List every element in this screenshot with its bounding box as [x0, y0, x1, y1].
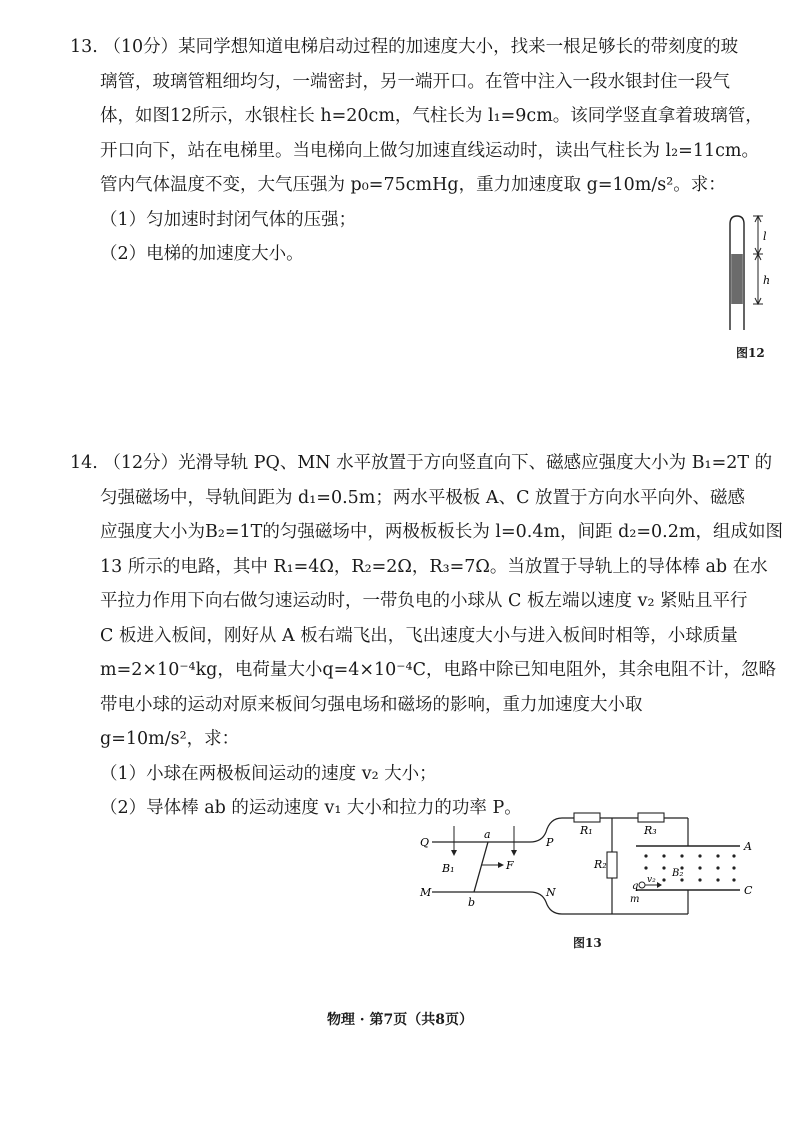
q14-subquestion-2: （2）导体棒 ab 的运动速度 v₁ 大小和拉力的功率 P。 [100, 798, 522, 818]
resistor-r1 [574, 813, 600, 822]
label-q: q [632, 881, 639, 892]
label-C: C [744, 884, 753, 897]
q14-line-6: C 板进入板间，刚好从 A 板右端飞出，飞出速度大小与进入板间时相等，小球质量 [100, 625, 738, 646]
q14-line-2: 匀强磁场中，导轨间距为 d₁=0.5m；两水平极板 A、C 放置于方向水平向外、磁感 [100, 487, 746, 508]
label-v2: v₂ [647, 875, 656, 885]
label-R1: R₁ [580, 824, 593, 837]
q14-subquestion-1: （1）小球在两极板间运动的速度 v₂ 大小； [100, 763, 437, 784]
charged-ball [639, 882, 645, 888]
figure-12-glass-tube [712, 210, 782, 340]
label-l: l [763, 230, 767, 243]
q13-line-3: 体，如图12所示，水银柱长 h=20cm，气柱长为 l₁=9cm。该同学竖直拿着玻璃管， [100, 106, 763, 126]
label-R3: R₃ [644, 824, 657, 837]
mercury-column [731, 254, 743, 304]
q14-line-7: m=2×10⁻⁴kg，电荷量大小q=4×10⁻⁴C，电路中除已知电阻外，其余电阻不计，忽略 [100, 660, 776, 680]
question-14 [70, 446, 783, 826]
figure-13-circuit [418, 810, 778, 920]
label-b: b [468, 896, 476, 909]
q13-subquestion-2: （2）电梯的加速度大小。 [100, 244, 304, 264]
label-m: m [630, 894, 640, 905]
q14-line-4: 13 所示的电路，其中 R₁=4Ω，R₂=2Ω，R₃=7Ω。当放置于导轨上的导体棒 ab 在水 [100, 556, 768, 577]
resistor-r2 [607, 852, 617, 878]
label-h: h [763, 274, 771, 287]
resistor-r3 [638, 813, 664, 822]
label-R2: R₂ [594, 858, 607, 871]
figure-12-caption: 图12 [736, 346, 765, 360]
label-F: F [506, 859, 514, 872]
question-13 [70, 30, 763, 272]
label-B1: B₁ [442, 862, 455, 875]
label-N: N [546, 886, 556, 899]
field-b2-dots [644, 854, 735, 881]
figure-13-caption: 图13 [573, 936, 602, 950]
q13-line-5: 管内气体温度不变，大气压强为 p₀=75cmHg，重力加速度取 g=10m/s²。求： [100, 175, 726, 195]
label-A: A [744, 840, 752, 853]
q13-line-2: 璃管，玻璃管粗细均匀，一端密封，另一端开口。在管中注入一段水银封住一段气 [100, 71, 730, 92]
q13-subquestion-1: （1）匀加速时封闭气体的压强； [100, 209, 357, 230]
q14-line-3: 应强度大小为B₂=1T的匀强磁场中，两极板板长为 l=0.4m，间距 d₂=0.2m，组成如图 [100, 522, 783, 542]
q14-line-1: 14. （12分）光滑导轨 PQ、MN 水平放置于方向竖直向下、磁感应强度大小为 B₁=2T 的 [70, 453, 773, 473]
label-Q: Q [420, 836, 430, 849]
q13-line-1: 13. （10分）某同学想知道电梯启动过程的加速度大小，找来一根足够长的带刻度的玻 [70, 37, 739, 57]
q14-line-5: 平拉力作用下向右做匀速运动时，一带负电的小球从 C 板左端以速度 v₂ 紧贴且平行 [100, 591, 748, 611]
label-M: M [420, 886, 432, 899]
q13-line-4: 开口向下，站在电梯里。当电梯向上做匀加速直线运动时，读出气柱长为 l₂=11cm。 [100, 140, 759, 161]
q14-line-9: g=10m/s²，求： [100, 729, 240, 749]
label-a: a [484, 828, 491, 841]
q14-line-8: 带电小球的运动对原来板间匀强电场和磁场的影响，重力加速度大小取 [100, 694, 643, 715]
rod-ab [474, 842, 488, 892]
label-P: P [546, 836, 554, 849]
page-footer: 物理 · 第7页（共8页） [326, 1012, 474, 1028]
label-B2: B₂ [672, 868, 684, 879]
